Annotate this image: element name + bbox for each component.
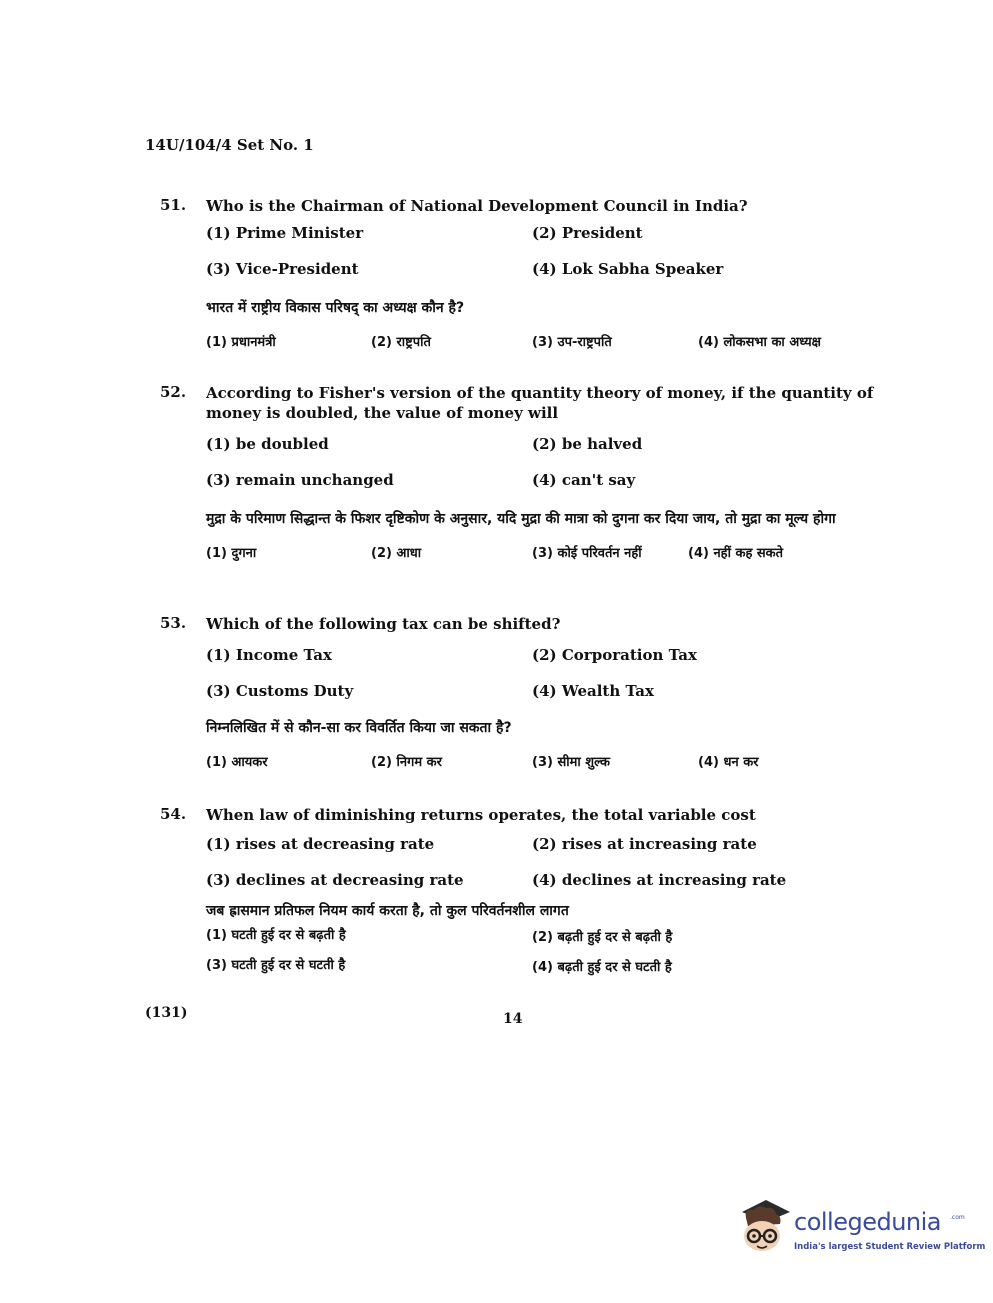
question-text: According to Fisher's version of the quantity theory of money, if the quantity of money is doubled, the value of money will [206, 384, 874, 422]
question-text: When law of diminishing returns operates, the total variable cost [206, 806, 756, 824]
option-1-hindi: (1) आयकर [206, 755, 268, 770]
option-1-hindi: (1) घटती हुई दर से बढ़ती है [206, 928, 346, 943]
option-3: (3) remain unchanged [206, 471, 394, 489]
option-row [206, 252, 900, 288]
option-4-hindi: (4) धन कर [698, 755, 759, 770]
option-row [206, 638, 900, 674]
option-4: (4) can't say [532, 471, 636, 489]
option-1: (1) be doubled [206, 435, 329, 453]
option-4-hindi: (4) नहीं कह सकते [688, 546, 784, 561]
option-3: (3) Customs Duty [206, 682, 354, 700]
option-2-hindi: (2) आधा [371, 546, 422, 561]
option-3-hindi: (3) घटती हुई दर से घटती है [206, 958, 346, 973]
logo-suffix: .com [950, 1214, 965, 1221]
question-number: 53. [160, 614, 187, 632]
question-text-hindi: मुद्रा के परिमाण सिद्धान्त के फिशर दृष्टिकोण के अनुसार, यदि मुद्रा की मात्रा को दुगना कर दिया जाय, तो मुद्रा का मूल्य होगा [206, 511, 836, 527]
option-2: (2) Corporation Tax [532, 646, 697, 664]
option-3: (3) Vice-President [206, 260, 359, 278]
collegedunia-logo [736, 1196, 986, 1260]
question-number: 52. [160, 383, 187, 401]
option-row-hindi [206, 951, 900, 981]
option-3-hindi: (3) कोई परिवर्तन नहीं [532, 546, 642, 561]
option-4: (4) declines at increasing rate [532, 871, 787, 889]
option-1: (1) rises at decreasing rate [206, 835, 435, 853]
option-row-hindi [206, 324, 900, 360]
option-2-hindi: (2) निगम कर [371, 755, 442, 770]
student-mascot-icon [736, 1196, 792, 1258]
question-text-hindi: जब ह्रासमान प्रतिफल नियम कार्य करता है, तो कुल परिवर्तनशील लागत [206, 903, 569, 919]
option-4-hindi: (4) बढ़ती हुई दर से घटती है [532, 960, 672, 975]
page-number: 14 [503, 1011, 523, 1027]
question-text: Who is the Chairman of National Development Council in India? [206, 197, 748, 215]
option-row [206, 463, 900, 499]
option-3-hindi: (3) उप-राष्ट्रपति [532, 335, 612, 350]
option-row [206, 674, 900, 710]
option-4: (4) Wealth Tax [532, 682, 654, 700]
question-text-hindi: भारत में राष्ट्रीय विकास परिषद् का अध्यक्ष कौन है? [206, 300, 465, 316]
option-row-hindi [206, 535, 900, 571]
option-1-hindi: (1) प्रधानमंत्री [206, 335, 276, 350]
logo-name: collegedunia [794, 1208, 942, 1236]
question-53 [160, 614, 900, 780]
option-row-hindi [206, 744, 900, 780]
option-row-hindi [206, 921, 900, 951]
option-2: (2) be halved [532, 435, 643, 453]
logo-tagline: India's largest Student Review Platform [794, 1242, 986, 1252]
question-number: 51. [160, 196, 187, 214]
question-text: Which of the following tax can be shifted? [206, 615, 561, 633]
option-2-hindi: (2) बढ़ती हुई दर से बढ़ती है [532, 930, 673, 945]
option-2: (2) rises at increasing rate [532, 835, 757, 853]
option-row [206, 216, 900, 252]
option-row [206, 863, 900, 899]
option-1: (1) Prime Minister [206, 224, 364, 242]
option-3-hindi: (3) सीमा शुल्क [532, 755, 610, 770]
option-4: (4) Lok Sabha Speaker [532, 260, 724, 278]
option-2-hindi: (2) राष्ट्रपति [371, 335, 431, 350]
question-number: 54. [160, 805, 187, 823]
option-2: (2) President [532, 224, 643, 242]
question-54 [160, 805, 900, 981]
footer-code: (131) [145, 1005, 188, 1021]
option-1: (1) Income Tax [206, 646, 332, 664]
option-1-hindi: (1) दुगना [206, 546, 257, 561]
option-row [206, 827, 900, 863]
paper-code: 14U/104/4 Set No. 1 [145, 136, 314, 154]
option-row [206, 427, 900, 463]
question-52 [160, 383, 900, 571]
question-51 [160, 196, 900, 360]
option-3: (3) declines at decreasing rate [206, 871, 464, 889]
question-text-hindi: निम्नलिखित में से कौन-सा कर विवर्तित किया जा सकता है? [206, 720, 512, 736]
option-4-hindi: (4) लोकसभा का अध्यक्ष [698, 335, 821, 350]
